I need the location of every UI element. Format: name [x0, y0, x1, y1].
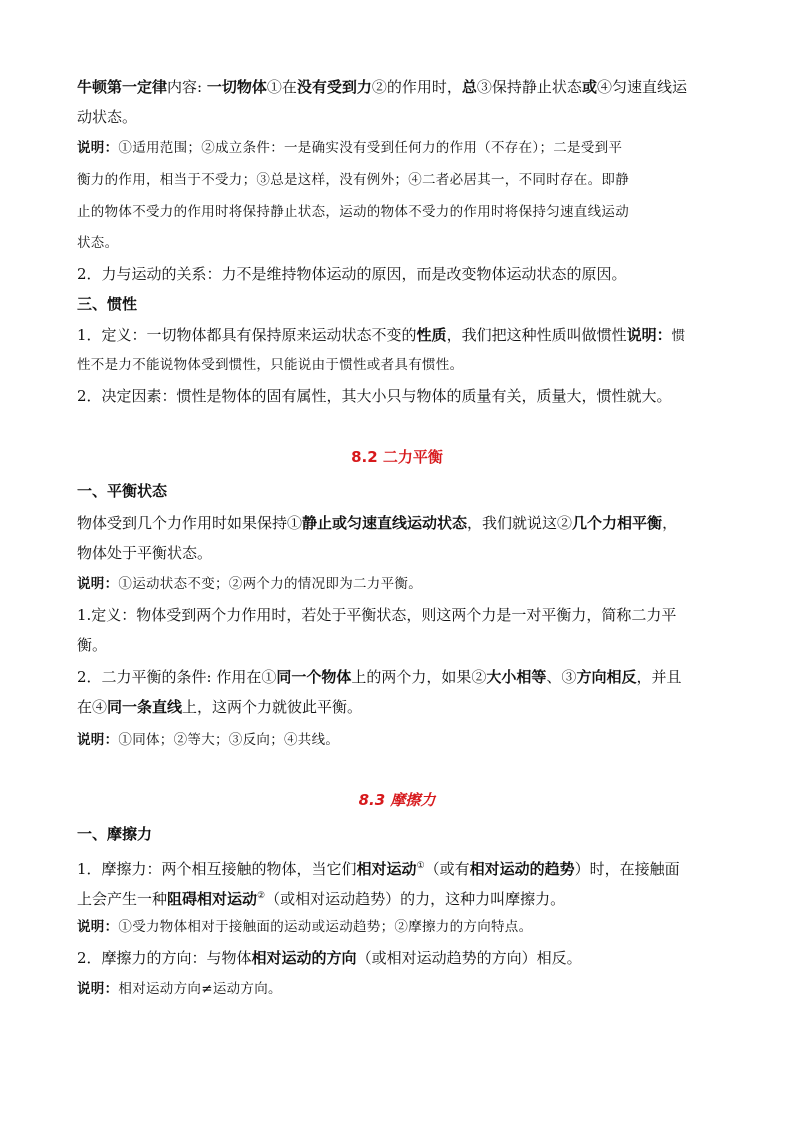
inertia-note: 性不是力不能说物体受到惯性，只能说由于惯性或者具有惯性。	[77, 357, 464, 373]
footnote-mark: ②	[257, 891, 266, 901]
text: 上的两个力，如果②	[351, 668, 487, 686]
note-line	[77, 569, 719, 599]
keyword: 同一个物体	[276, 668, 352, 686]
keyword: 相对运动	[356, 860, 417, 878]
note-label: 说明：	[626, 326, 672, 344]
keyword: 阻碍相对运动	[167, 890, 258, 908]
text: ④匀速直线运	[596, 78, 687, 96]
text: 2．二力平衡的条件: 作用在①	[77, 668, 277, 686]
equilibrium-line-1	[77, 508, 719, 538]
text: 惯	[671, 328, 686, 344]
text: 物体受到几个力作用时如果保持①	[77, 514, 303, 532]
note-label: 说明：	[77, 919, 119, 935]
note-line: 衡力的作用，相当于不受力；③总是这样，没有例外；④二者必居其一，不同时存在。即静	[77, 172, 629, 188]
keyword: 静止或匀速直线运动状态	[302, 514, 468, 532]
keyword: 相对运动的趋势	[469, 860, 575, 878]
footnote-mark: ①	[416, 861, 425, 871]
keyword: 性质	[416, 326, 447, 344]
text: ，并且	[636, 668, 682, 686]
keyword: 相对运动的方向	[251, 949, 357, 967]
section-title-8-3: 8.3 摩擦力	[358, 791, 436, 809]
note-label: 说明：	[77, 732, 119, 748]
section-title-8-2: 8.2 二力平衡	[351, 448, 443, 466]
note-text: ①受力物体相对于接触面的运动或运动趋势；②摩擦力的方向特点。	[118, 919, 533, 935]
text: （或相对运动趋势）的力，这种力叫摩擦力。	[265, 890, 566, 908]
text: 2．摩擦力的方向：与物体相对运动的方向（或相对运动趋势的方向）相反。	[77, 949, 582, 967]
keyword: 方向相反	[576, 668, 637, 686]
note-line: 状态。	[77, 235, 119, 251]
note-line	[77, 725, 719, 755]
note-label: 说明：	[77, 140, 119, 156]
note-text: 相对运动方向≠运动方向。	[118, 981, 282, 997]
note-text: ①适用范围；②成立条件：一是确实没有受到任何力的作用（不存在）；二是受到平	[118, 140, 623, 156]
section-heading-inertia: 三、惯性	[77, 295, 138, 313]
text: ，我们就说这②	[467, 514, 573, 532]
force-motion-relation: 2．力与运动的关系：力不是维持物体运动的原因，而是改变物体运动状态的原因。	[77, 265, 627, 283]
keyword: 或	[581, 78, 597, 96]
friction-definition-2	[77, 881, 719, 914]
note-text: ①运动状态不变；②两个力的情况即为二力平衡。	[118, 576, 423, 592]
friction-direction	[77, 943, 719, 973]
section-heading-friction: 一、摩擦力	[77, 825, 153, 843]
text: ，	[662, 514, 678, 532]
newton-law-line-2: 动状态。	[77, 108, 138, 126]
keyword: 总	[461, 78, 477, 96]
note-label: 说明：	[77, 981, 119, 997]
inertia-definition	[77, 320, 719, 351]
text: ②的作用时，	[371, 78, 462, 96]
keyword: 同一条直线	[107, 698, 183, 716]
text: 1．定义：一切物体都具有保持原来运动状态不变的	[77, 326, 417, 344]
keyword: 一切物体	[206, 78, 267, 96]
section-heading-equilibrium: 一、平衡状态	[77, 482, 168, 500]
content-label: 内容:	[167, 78, 207, 96]
equilibrium-line-2: 物体处于平衡状态。	[77, 544, 213, 562]
text: （或有	[424, 860, 470, 878]
text: ③保持静止状态	[476, 78, 582, 96]
balance-condition-2	[77, 692, 719, 722]
newton-law-line-1	[77, 72, 719, 102]
balance-condition-1	[77, 662, 719, 692]
inertia-factors: 2．决定因素：惯性是物体的固有属性，其大小只与物体的质量有关，质量大，惯性就大。	[77, 387, 672, 405]
note-text: ①同体；②等大；③反向；④共线。	[118, 732, 340, 748]
balance-definition-2: 衡。	[77, 636, 108, 654]
note-label: 说明：	[77, 576, 119, 592]
keyword: 没有受到力	[296, 78, 372, 96]
text: 、③	[546, 668, 577, 686]
note-line	[77, 974, 719, 1004]
note-line	[77, 133, 719, 163]
note-line: 止的物体不受力的作用时将保持静止状态，运动的物体不受力的作用时将保持匀速直线运动	[77, 204, 629, 220]
text: 在④	[77, 698, 108, 716]
balance-definition-1: 1.定义：物体受到两个力作用时，若处于平衡状态，则这两个力是一对平衡力，简称二力平	[77, 606, 677, 624]
keyword: 几个力相平衡	[572, 514, 663, 532]
text: 1．摩擦力：两个相互接触的物体，当它们	[77, 860, 357, 878]
text: 上，这两个力就彼此平衡。	[182, 698, 363, 716]
text: ，我们把这种性质叫做惯性	[446, 326, 627, 344]
friction-definition-1	[77, 851, 719, 884]
text: 上会产生一种	[77, 890, 168, 908]
keyword: 大小相等	[486, 668, 547, 686]
note-line	[77, 912, 719, 942]
newton-law-term: 牛顿第一定律	[77, 78, 168, 96]
text: ①在	[266, 78, 297, 96]
text: ）时，在接触面	[574, 860, 680, 878]
